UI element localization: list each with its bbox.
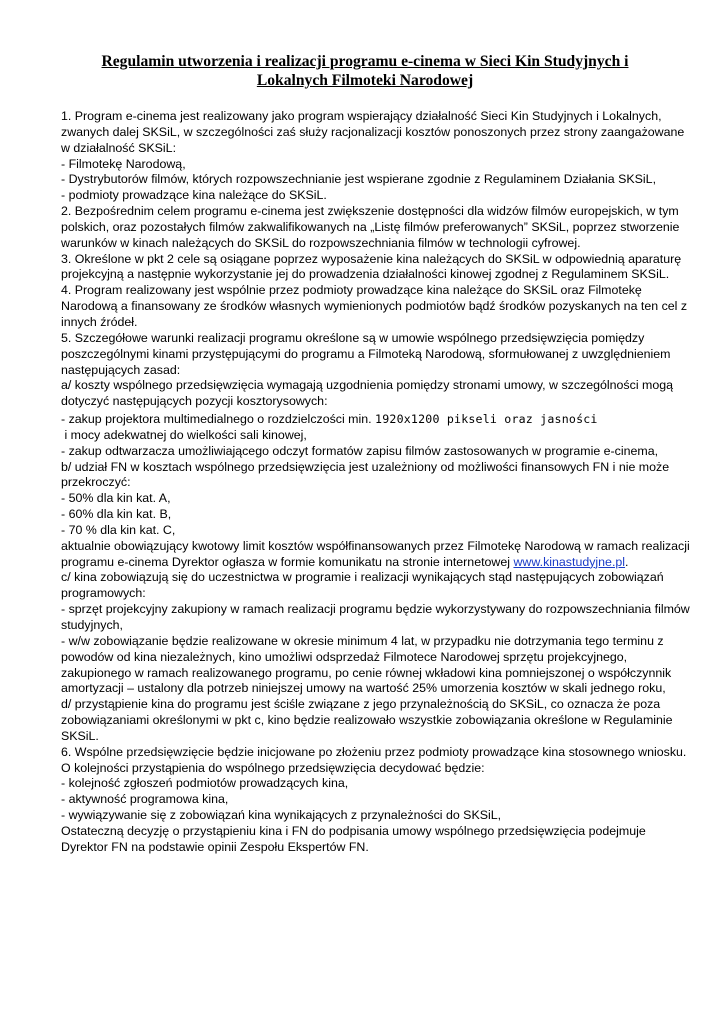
body-line: 3. Określone w pkt 2 cele są osiągane poprzez wyposażenie kina należących do SKSiL w odpowiednią aparaturę [61, 251, 682, 266]
body-line: - Dystrybutorów filmów, których rozpowszechnianie jest wspierane zgodnie z Regulaminem Działania SKSiL, [61, 172, 657, 187]
body-line: 1. Program e-cinema jest realizowany jako program wspierający działalność Sieci Kin Studyjnych i Lokalnych, [61, 109, 662, 123]
projector-spec-text: 1920x1200 pikseli oraz jasności [375, 412, 598, 427]
body-line: zobowiązaniami określonymi w pkt c, kino będzie realizowało wszystkie zobowiązania określone w Regulaminie [61, 713, 673, 728]
body-line: b/ udział FN w kosztach wspólnego przedsięwzięcia jest uzależniony od możliwości finansowych FN i nie może [61, 459, 670, 474]
body-line: 2. Bezpośrednim celem programu e-cinema jest zwiększenie dostępności dla widzów filmów europejskich, w tym [61, 204, 679, 219]
title-line-1: Regulamin utworzenia i realizacji programu e-cinema w Sieci Kin Studyjnych i [101, 53, 629, 70]
body-line: - sprzęt projekcyjny zakupiony w ramach realizacji programu będzie wykorzystywany do rozpowszechniania filmów [61, 602, 690, 617]
projector-line [61, 412, 681, 428]
body-line: Dyrektor FN na podstawie opinii Zespołu Ekspertów FN. [61, 839, 369, 854]
body-line: przekroczyć: [61, 475, 131, 490]
link-line [61, 555, 681, 571]
body-line: programowych: [61, 586, 146, 601]
title-line-2: Lokalnych Filmoteki Narodowej [256, 72, 474, 89]
document-title [60, 52, 670, 90]
body-line: - 70 % dla kin kat. C, [61, 522, 176, 537]
body-line: - w/w zobowiązanie będzie realizowane w okresie minimum 4 lat, w przypadku nie dotrzymania tego terminu z [61, 633, 664, 648]
body-line: - 50% dla kin kat. A, [61, 491, 171, 506]
body-line: O kolejności przystąpienia do wspólnego przedsięwzięcia decydować będzie: [61, 760, 485, 775]
body-line: następujących zasad: [61, 362, 181, 377]
body-line: c/ kina zobowiązują się do uczestnictwa w programie i realizacji wynikających stąd następujących zobowiązań [61, 570, 664, 585]
projector-line-text: - zakup projektora multimedialnego o rozdzielczości min. [61, 412, 376, 427]
body-line: amortyzacji – ustalony dla potrzeb niniejszej umowy na wartość 25% umorzenia kosztów w skali jednego roku, [61, 681, 666, 696]
body-line: poszczególnymi kinami przystępującymi do programu a Filmoteką Narodową, sformułowanej z uwzględnieniem [61, 346, 671, 361]
body-line: w działalność SKSiL: [61, 140, 177, 155]
body-line: - aktywność programowa kina, [61, 792, 229, 807]
body-line: i mocy adekwatnej do wielkości sali kinowej, [61, 427, 307, 442]
body-line: zakupionego w ramach realizowanego programu, po cenie równej wkładowi kina pomniejszonej o współczynnik [61, 665, 672, 680]
body-line: - kolejność zgłoszeń podmiotów prowadzących kina, [61, 776, 349, 791]
body-line: - zakup odtwarzacza umożliwiającego odczyt formatów zapisu filmów zastosowanych w programie e-cinema, [61, 443, 659, 458]
body-line: studyjnych, [61, 618, 123, 632]
link-line-text: programu e-cinema Dyrektor ogłasza w formie komunikatu na stronie internetowej [61, 554, 514, 569]
body-line: Narodową a finansowany ze środków własnych wymienionych podmiotów bądź środków pozyskanych na ten cel z [61, 299, 688, 314]
body-line: innych źródeł. [61, 314, 138, 329]
body-line: 5. Szczegółowe warunki realizacji programu określone są w umowie wspólnego przedsięwzięcia pomiędzy [61, 330, 645, 345]
body-line: Ostateczną decyzję o przystąpieniu kina i FN do podpisania umowy wspólnego przedsięwzięcia podejmuje [61, 823, 646, 838]
body-line: a/ koszty wspólnego przedsięwzięcia wymagają uzgodnienia pomiędzy stronami umowy, w szczególności mogą [61, 378, 674, 393]
body-line: powodów od kina niezależnych, kino umożliwi odsprzedaż Filmotece Narodowej sprzętu projekcyjnego, [61, 649, 628, 664]
body-line: - Filmotekę Narodową, [61, 156, 186, 171]
body-line: - wywiązywanie się z zobowiązań kina wynikających z przynależności do SKSiL, [61, 808, 502, 823]
body-line: warunków w kinach należących do SKSiL do rozpowszechniania filmów w technologii cyfrowej. [61, 235, 581, 250]
body-line: polskich, oraz pozostałych filmów zakwalifikowanych na „Listę filmów preferowanych” SKSiL, poprzez stworzenie [61, 219, 680, 234]
body-line: SKSiL. [61, 728, 99, 743]
body-line: aktualnie obowiązujący kwotowy limit kosztów współfinansowanych przez Filmotekę Narodową w ramach realizacji [61, 538, 690, 553]
body-line: d/ przystąpienie kina do programu jest ściśle związane z jego przynależnością do SKSiL, co oznacza że poza [61, 697, 661, 712]
document-body [61, 109, 690, 856]
website-link[interactable]: www.kinastudyjne.pl [513, 554, 626, 569]
body-line: projekcyjną a następnie wykorzystanie jej do prowadzenia działalności kinowej zgodnej z Regulaminem SKSiL. [61, 267, 670, 282]
body-line: 6. Wspólne przedsięwzięcie będzie inicjowane po złożeniu przez podmioty prowadzące kina stosownego wniosku. [61, 744, 687, 759]
body-line: 4. Program realizowany jest wspólnie przez podmioty prowadzące kina należące do SKSiL oraz Filmotekę [61, 283, 642, 298]
body-line: dotyczyć następujących pozycji kosztorysowych: [61, 394, 328, 409]
body-line: zwanych dalej SKSiL, w szczególności zaś służy racjonalizacji kosztów ponoszonych przez strony zaangażowane [61, 124, 685, 139]
body-line: - 60% dla kin kat. B, [61, 507, 172, 522]
link-line-suffix: . [625, 554, 629, 569]
body-line: - podmioty prowadzące kina należące do SKSiL. [61, 188, 327, 203]
